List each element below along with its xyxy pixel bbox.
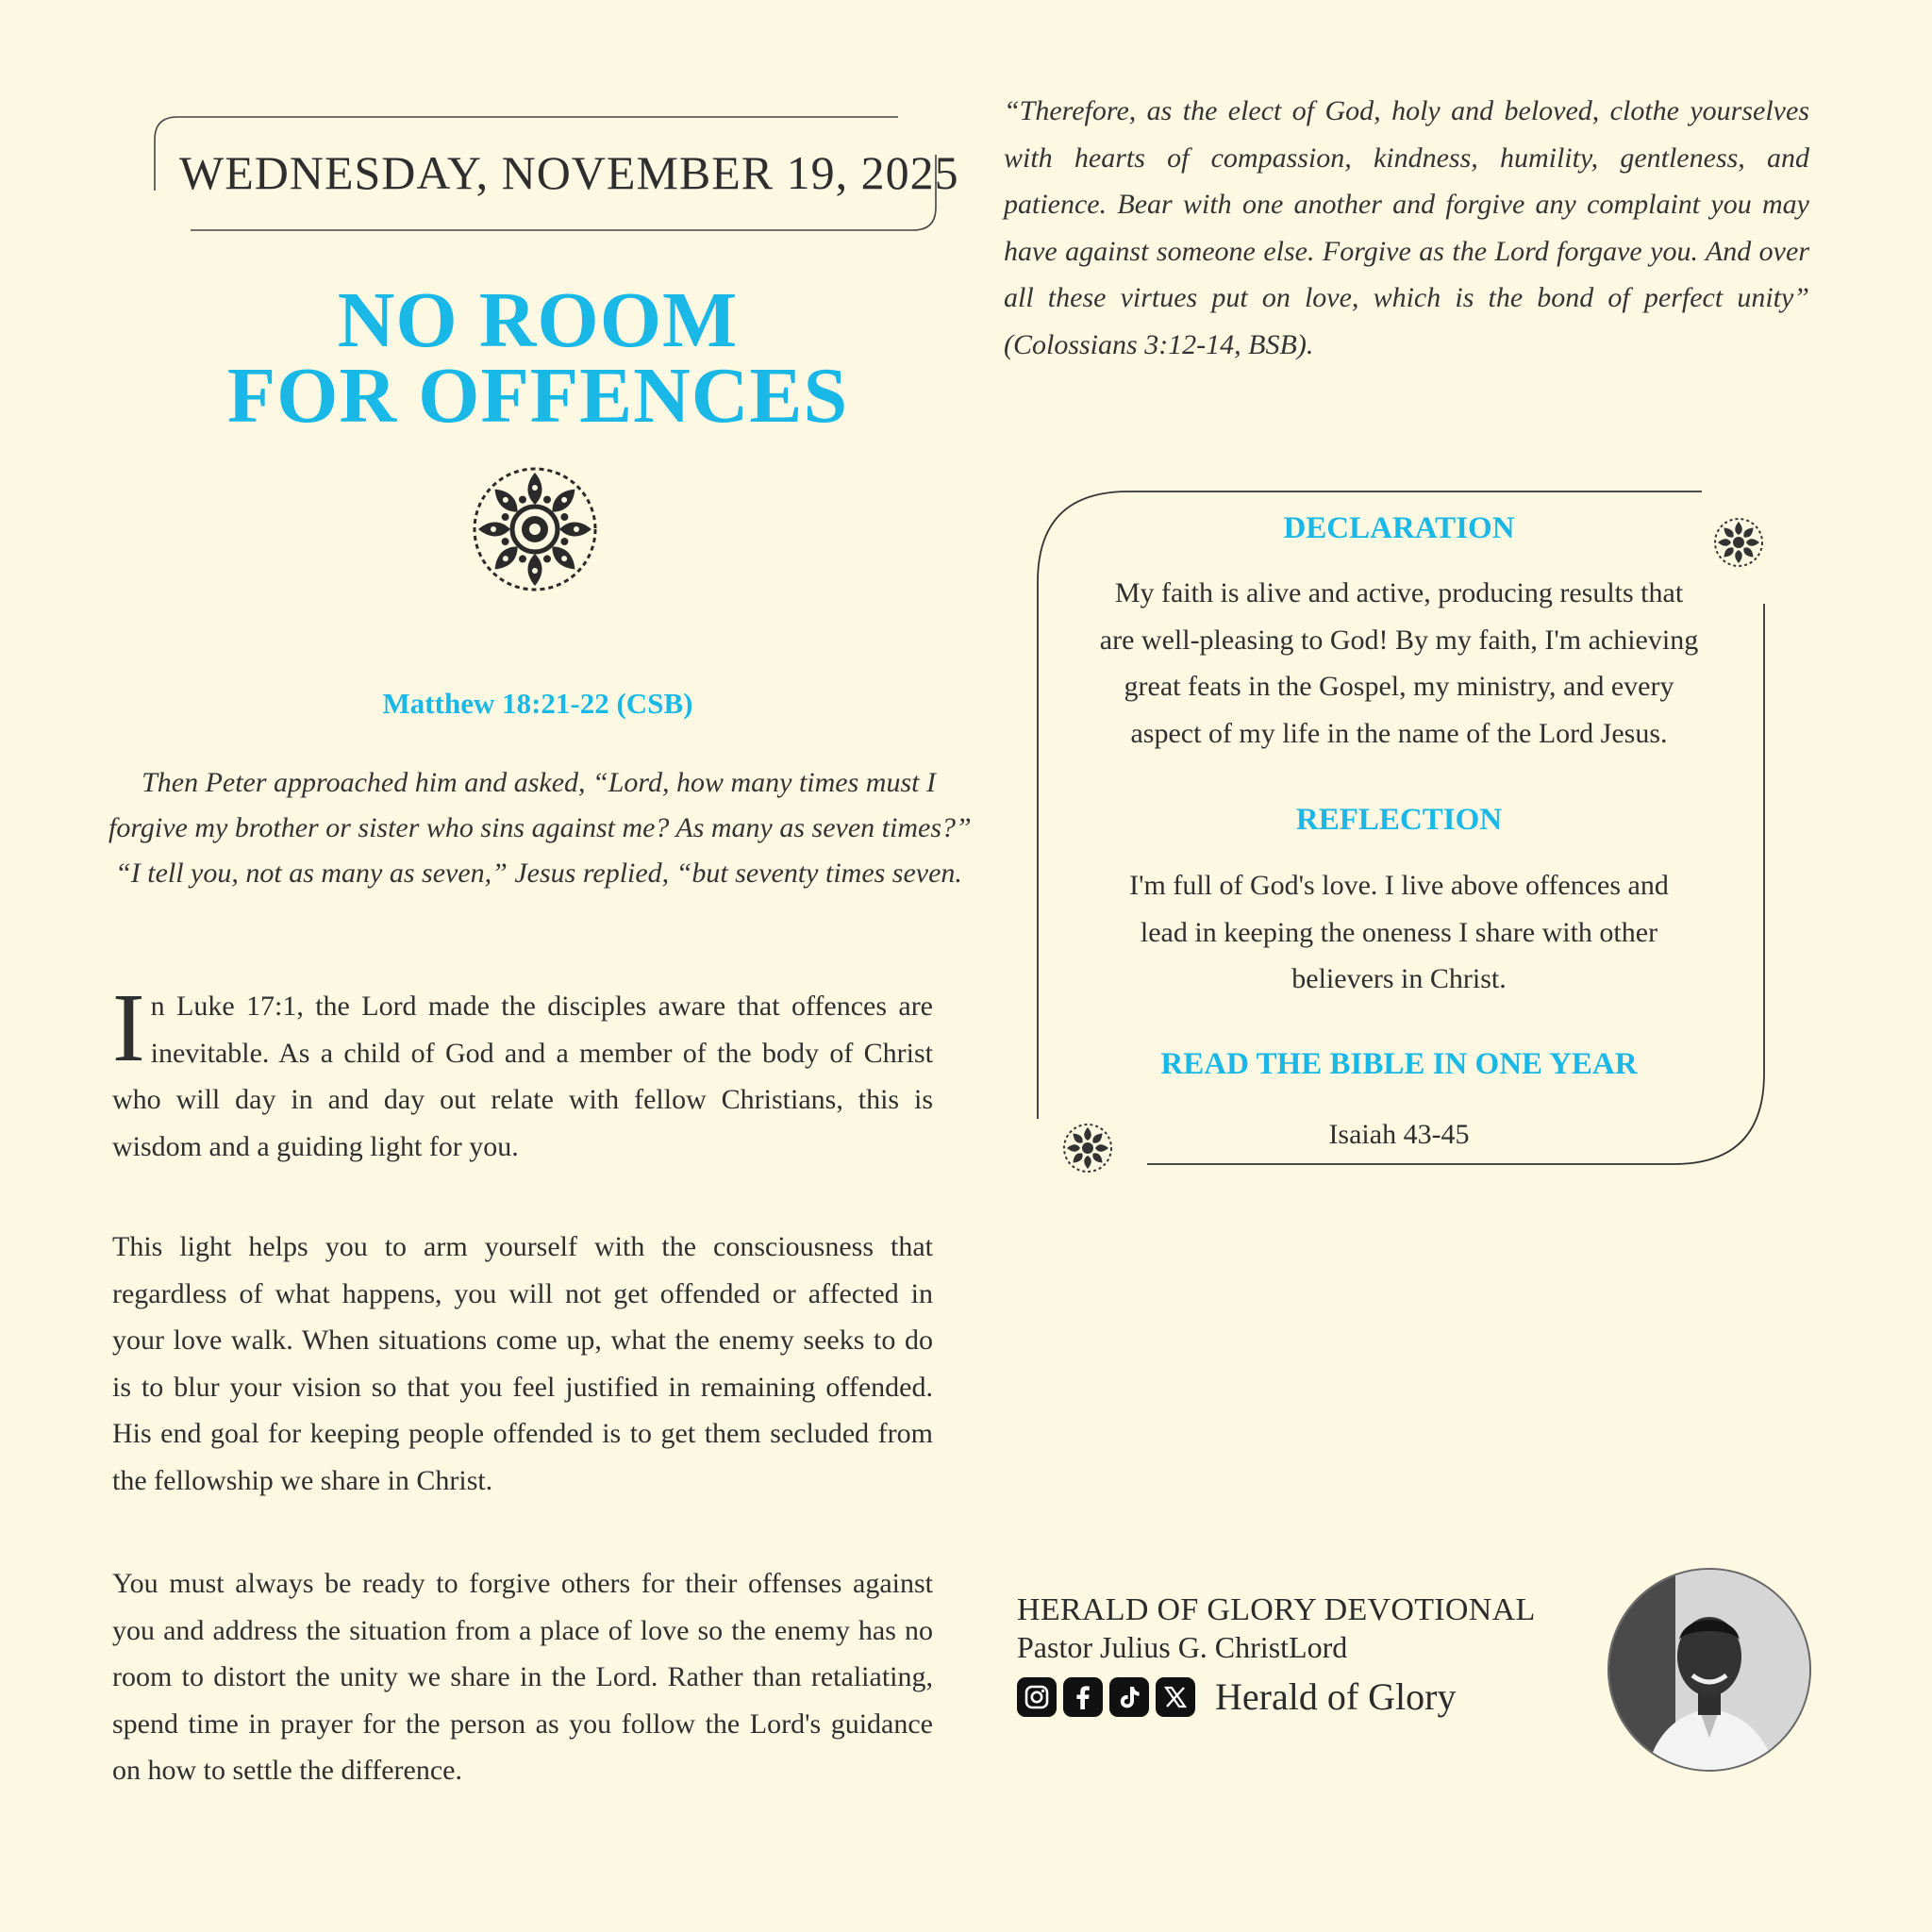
scripture-line: forgive my brother or sister who sins against me? As many as seven times?” xyxy=(108,812,972,843)
declaration-line: great feats in the Gospel, my ministry, and every xyxy=(1124,671,1674,702)
declaration-text xyxy=(1034,570,1764,757)
paragraph-text: n Luke 17:1, the Lord made the disciples aware that offences are inevitable. As a child of God and a member of the body of Christ who will day in and day out relate with fellow Christians, this is wisdom and a guiding light for you. xyxy=(112,991,933,1162)
body-paragraph-1 xyxy=(112,974,933,1170)
devotional-title: HERALD OF GLORY DEVOTIONAL xyxy=(1017,1592,1536,1627)
footer-branding xyxy=(1017,1592,1621,1719)
reflection-heading: REFLECTION xyxy=(1295,803,1503,837)
instagram-icon[interactable] xyxy=(1017,1677,1057,1717)
tiktok-icon[interactable] xyxy=(1109,1677,1149,1717)
page-title xyxy=(132,276,943,440)
pastor-name: Pastor Julius G. ChristLord xyxy=(1017,1630,1348,1664)
declaration-box xyxy=(1034,489,1770,1168)
colossians-quote: “Therefore, as the elect of God, holy and beloved, clothe yourselves with hearts of compassion, kindness, humility, gentleness, and patience. Bear with one another and forgive any complaint you may have against someone else. Forgive as the Lord forgave you. And over all these virtues put on love, which is the bond of perfect unity” (Colossians 3:12-14, BSB). xyxy=(1004,95,1809,360)
declaration-line: My faith is alive and active, producing results that xyxy=(1114,577,1684,608)
drop-cap: I xyxy=(112,974,145,1082)
small-ornament-icon xyxy=(1062,1123,1113,1178)
social-row xyxy=(1017,1674,1621,1719)
scripture-reference: Matthew 18:21-22 (CSB) xyxy=(382,687,693,720)
bible-plan-heading: READ THE BIBLE IN ONE YEAR xyxy=(1160,1047,1638,1081)
reflection-line: lead in keeping the oneness I share with other xyxy=(1140,916,1658,948)
bible-reading: Isaiah 43-45 xyxy=(1328,1119,1470,1150)
reflection-line: I'm full of God's love. I live above offences and xyxy=(1129,870,1669,901)
date-frame xyxy=(151,113,959,234)
reflection-line: believers in Christ. xyxy=(1291,963,1507,994)
declaration-line: are well-pleasing to God! By my faith, I'm achieving xyxy=(1099,624,1699,656)
social-handle: Herald of Glory xyxy=(1215,1675,1457,1718)
body-paragraph-2: This light helps you to arm yourself with the consciousness that regardless of what happens, you will not get offended or affected in your love walk. When situations come up, what the enemy seeks to do is to blur your vision so that you feel justified in remaining offended. His end goal for keeping people offended is to get them secluded from the fellowship we share in Christ. xyxy=(112,1231,933,1496)
reflection-text xyxy=(1034,862,1764,1003)
pastor-avatar xyxy=(1607,1568,1811,1772)
scripture-line: “I tell you, not as many as seven,” Jesus replied, “but seventy times seven. xyxy=(115,858,962,889)
x-icon[interactable] xyxy=(1156,1677,1195,1717)
body-paragraph-3: You must always be ready to forgive others for their offenses against you and address the situation from a place of love so the enemy has no room to distort the unity we share in the Lord. Rather than retaliating, spend time in prayer for the person as you follow the Lord's guidance on how to settle the difference. xyxy=(112,1568,933,1786)
date-label: WEDNESDAY, NOVEMBER 19, 2025 xyxy=(179,146,959,199)
declaration-line: aspect of my life in the name of the Lord Jesus. xyxy=(1130,717,1668,749)
title-line-2: FOR OFFENCES xyxy=(226,352,849,440)
declaration-heading: DECLARATION xyxy=(1283,511,1515,545)
scripture-line: Then Peter approached him and asked, “Lord, how many times must I xyxy=(142,767,936,798)
mandala-ornament-icon xyxy=(472,466,598,592)
scripture-text xyxy=(108,760,972,896)
facebook-icon[interactable] xyxy=(1063,1677,1103,1717)
title-line-1: NO ROOM xyxy=(337,276,739,364)
